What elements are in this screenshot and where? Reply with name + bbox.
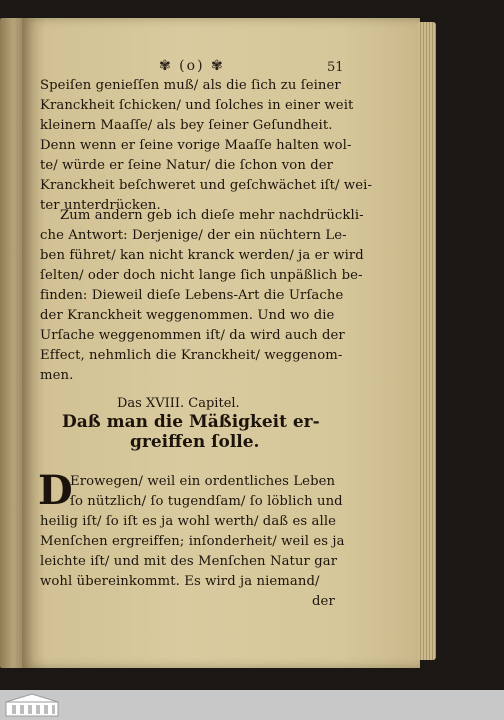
text-line: ben führet/ kan nicht kranck werden/ ja er wird [40,248,364,263]
left-page-edge [0,18,22,668]
text-line: der Kranckheit weggenommen. Und wo die [40,308,335,323]
text-line: leichte iſt/ und mit des Menſchen Natur gar [40,554,338,569]
drop-cap: D [38,467,73,514]
text-line: Kranckheit beſchweret und geſchwächet iſt/ wei- [40,178,373,193]
text-line: Urſache weggenommen iſt/ da wird auch der [40,328,345,343]
text-line: finden: Dieweil dieſe Lebens-Art die Urſache [40,288,344,303]
text-line: heilig iſt/ ſo iſt es ja wohl werth/ daß es alle [40,514,337,529]
text-line: ſelten/ oder doch nicht lange ſich unpäßlich be- [40,268,363,283]
text-line: Menſchen ergreiffen; inſonderheit/ weil es ja [40,534,345,549]
library-building-logo [4,692,60,718]
text-line: kleinern Maaſſe/ als bey ſeiner Geſundheit. [40,118,333,133]
page-stack-edge [418,22,436,660]
header-ornament: ✾ (o) ✾ [159,58,225,74]
text-line: che Antwort: Derjenige/ der ein nüchtern Le- [40,228,347,243]
chapter-title-line-1: Daß man die Mäßigkeit er- [62,412,320,432]
chapter-label: Das XVIII. Capitel. [117,396,240,411]
text-line: men. [40,368,74,383]
viewer-bottom-bar [0,690,504,720]
text-line: Effect, nehmlich die Kranckheit/ weggenom- [40,348,343,363]
text-line: ſo nützlich/ ſo tugendſam/ ſo löblich und [70,494,343,509]
page-number: 51 [327,60,344,75]
text-line: Speiſen genieſſen muß/ als die ſich zu ſeiner [40,78,341,93]
text-line: Zum andern geb ich dieſe mehr nachdrückli- [60,208,364,223]
text-line: Kranckheit ſchicken/ und ſolches in einer weit [40,98,354,113]
text-line: Erowegen/ weil ein ordentliches Leben [70,474,336,489]
text-line: ter unterdrücken. [40,198,161,213]
text-line: Denn wenn er ſeine vorige Maaſſe halten wol- [40,138,352,153]
text-line: wohl übereinkommt. Es wird ja niemand/ [40,574,320,589]
chapter-title-line-2: greiffen ſolle. [130,432,260,452]
text-line: te/ würde er ſeine Natur/ die ſchon von der [40,158,334,173]
catchword: der [312,594,335,609]
